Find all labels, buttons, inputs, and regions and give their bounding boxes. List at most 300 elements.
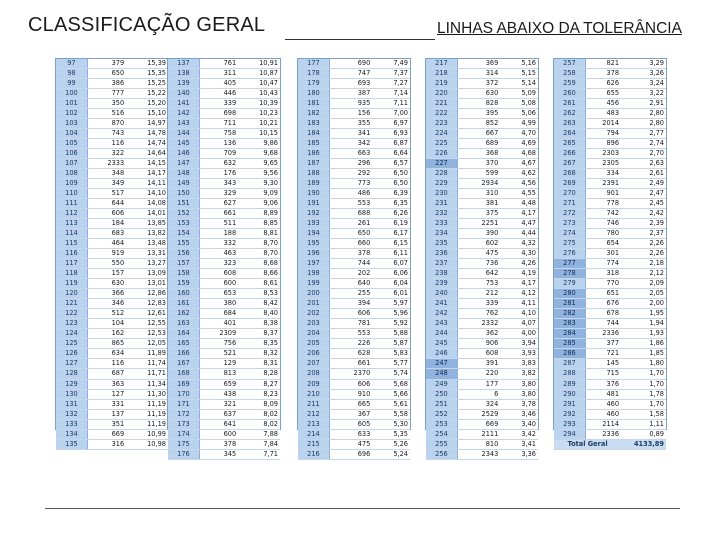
table-row (426, 159, 538, 169)
table-row (298, 299, 410, 309)
table-row (298, 159, 410, 169)
line-cell: 663 (329, 149, 372, 159)
table-row (168, 119, 280, 129)
line-cell: 379 (87, 59, 126, 69)
position-cell: 150 (168, 189, 199, 199)
table-row (168, 369, 280, 379)
table-row (298, 129, 410, 139)
position-cell: 114 (56, 229, 87, 239)
value-cell: 2,74 (621, 139, 666, 149)
table-row (426, 229, 538, 239)
position-cell: 162 (168, 309, 199, 319)
table-row (426, 69, 538, 79)
total-value: 4133,89 (621, 439, 666, 449)
line-cell: 323 (199, 259, 238, 269)
value-cell: 5,16 (500, 59, 538, 69)
value-cell: 8,85 (238, 219, 280, 229)
position-cell: 290 (554, 389, 585, 399)
line-cell: 661 (329, 359, 372, 369)
value-cell: 5,06 (500, 109, 538, 119)
value-cell: 1,95 (621, 309, 666, 319)
position-cell: 164 (168, 329, 199, 339)
position-cell: 106 (56, 149, 87, 159)
table-row (168, 169, 280, 179)
table-row (298, 449, 410, 459)
position-cell: 263 (554, 119, 585, 129)
table-row (426, 129, 538, 139)
line-cell: 2014 (585, 119, 621, 129)
line-cell: 626 (585, 79, 621, 89)
line-cell: 341 (329, 129, 372, 139)
table-row (56, 319, 168, 329)
line-cell: 391 (457, 359, 500, 369)
value-cell: 5,87 (372, 339, 410, 349)
position-cell: 245 (426, 339, 457, 349)
value-cell: 8,89 (238, 209, 280, 219)
value-cell: 10,47 (238, 79, 280, 89)
value-cell: 5,08 (500, 99, 538, 109)
position-cell: 179 (298, 79, 329, 89)
line-cell: 116 (87, 359, 126, 369)
value-cell: 4,99 (500, 119, 538, 129)
position-cell: 97 (56, 59, 87, 69)
table-row (56, 139, 168, 149)
position-cell: 98 (56, 69, 87, 79)
value-cell: 15,10 (126, 109, 168, 119)
line-cell: 742 (585, 209, 621, 219)
table-row (56, 199, 168, 209)
position-cell: 220 (426, 89, 457, 99)
position-cell: 240 (426, 289, 457, 299)
line-cell: 475 (329, 439, 372, 449)
table-row (298, 379, 410, 389)
position-cell: 140 (168, 89, 199, 99)
table-row (426, 169, 538, 179)
table-row (168, 99, 280, 109)
table-row (168, 349, 280, 359)
position-cell: 203 (298, 319, 329, 329)
table-row (554, 319, 666, 329)
position-cell: 235 (426, 239, 457, 249)
table-row (298, 99, 410, 109)
table-row (56, 359, 168, 369)
line-cell: 2333 (87, 159, 126, 169)
line-cell: 329 (199, 189, 238, 199)
value-cell: 7,14 (372, 89, 410, 99)
table-row (298, 359, 410, 369)
line-cell: 634 (87, 349, 126, 359)
position-cell: 165 (168, 339, 199, 349)
table-row (554, 339, 666, 349)
line-cell: 606 (87, 209, 126, 219)
table-row (426, 449, 538, 459)
line-cell: 349 (87, 179, 126, 189)
value-cell: 8,37 (238, 329, 280, 339)
table-row (426, 359, 538, 369)
position-cell: 293 (554, 419, 585, 429)
table-row (56, 299, 168, 309)
table-row (168, 139, 280, 149)
table-row (298, 419, 410, 429)
position-cell: 274 (554, 229, 585, 239)
position-cell: 233 (426, 219, 457, 229)
table-row (298, 199, 410, 209)
position-cell: 186 (298, 149, 329, 159)
line-cell: 641 (199, 419, 238, 429)
value-cell: 13,82 (126, 229, 168, 239)
table-row (298, 149, 410, 159)
line-cell: 655 (585, 89, 621, 99)
table-row (298, 279, 410, 289)
table-row (554, 369, 666, 379)
line-cell: 301 (585, 249, 621, 259)
line-cell: 438 (199, 389, 238, 399)
position-cell: 123 (56, 319, 87, 329)
position-cell: 216 (298, 449, 329, 459)
line-cell: 605 (329, 419, 372, 429)
value-cell: 1,93 (621, 329, 666, 339)
table-row (426, 249, 538, 259)
line-cell: 901 (585, 189, 621, 199)
position-cell: 113 (56, 219, 87, 229)
value-cell: 4,48 (500, 199, 538, 209)
line-cell: 2934 (457, 179, 500, 189)
value-cell: 4,56 (500, 179, 538, 189)
table-row (298, 119, 410, 129)
value-cell: 7,49 (372, 59, 410, 69)
table-row (554, 59, 666, 69)
position-cell: 104 (56, 129, 87, 139)
ranking-block-2 (167, 58, 281, 458)
value-cell: 2,70 (621, 149, 666, 159)
line-cell: 342 (329, 139, 372, 149)
table-row (56, 369, 168, 379)
position-cell: 264 (554, 129, 585, 139)
line-cell: 386 (87, 79, 126, 89)
line-cell: 659 (199, 379, 238, 389)
line-cell: 650 (329, 229, 372, 239)
line-cell: 517 (87, 189, 126, 199)
table-row (168, 59, 280, 69)
table-row (168, 359, 280, 369)
page-title: CLASSIFICAÇÃO GERAL (28, 14, 266, 36)
value-cell: 2,37 (621, 229, 666, 239)
value-cell: 14,10 (126, 189, 168, 199)
value-cell: 11,19 (126, 409, 168, 419)
position-cell: 206 (298, 349, 329, 359)
table-row (426, 119, 538, 129)
table-row (298, 339, 410, 349)
line-cell: 334 (585, 169, 621, 179)
value-cell: 11,19 (126, 419, 168, 429)
line-cell: 2309 (199, 329, 238, 339)
position-cell: 276 (554, 249, 585, 259)
table-row (168, 279, 280, 289)
value-cell: 6,97 (372, 119, 410, 129)
line-cell: 689 (457, 139, 500, 149)
table-row (168, 149, 280, 159)
line-cell: 321 (199, 399, 238, 409)
position-cell: 256 (426, 449, 457, 459)
table-row (554, 79, 666, 89)
table-row (298, 389, 410, 399)
value-cell: 15,39 (126, 59, 168, 69)
line-cell: 650 (87, 69, 126, 79)
table-row (554, 249, 666, 259)
line-cell: 865 (87, 339, 126, 349)
position-cell: 126 (56, 349, 87, 359)
line-cell: 331 (87, 399, 126, 409)
position-cell: 239 (426, 279, 457, 289)
position-cell: 273 (554, 219, 585, 229)
table-row (168, 239, 280, 249)
table-row (426, 239, 538, 249)
value-cell: 4,17 (500, 279, 538, 289)
position-cell: 207 (298, 359, 329, 369)
line-cell: 709 (199, 149, 238, 159)
value-cell: 5,96 (372, 309, 410, 319)
value-cell: 3,22 (621, 89, 666, 99)
position-cell: 210 (298, 389, 329, 399)
position-cell: 208 (298, 369, 329, 379)
position-cell: 229 (426, 179, 457, 189)
line-cell: 910 (329, 389, 372, 399)
table-row (554, 309, 666, 319)
line-cell: 378 (585, 69, 621, 79)
value-cell: 11,19 (126, 399, 168, 409)
ranking-table (554, 59, 666, 450)
value-cell: 6,87 (372, 139, 410, 149)
value-cell: 12,83 (126, 299, 168, 309)
position-cell: 270 (554, 189, 585, 199)
line-cell: 642 (457, 269, 500, 279)
position-cell: 283 (554, 319, 585, 329)
table-row (298, 269, 410, 279)
value-cell: 8,68 (238, 259, 280, 269)
value-cell: 3,94 (500, 339, 538, 349)
position-cell: 198 (298, 269, 329, 279)
table-row (426, 199, 538, 209)
line-cell: 378 (199, 439, 238, 449)
position-cell: 134 (56, 429, 87, 439)
table-row (554, 389, 666, 399)
value-cell: 8,70 (238, 249, 280, 259)
line-cell: 777 (87, 89, 126, 99)
value-cell: 14,11 (126, 179, 168, 189)
line-cell: 394 (329, 299, 372, 309)
value-cell: 3,40 (500, 419, 538, 429)
line-cell: 756 (199, 339, 238, 349)
value-cell: 14,78 (126, 129, 168, 139)
table-row (56, 79, 168, 89)
table-row (298, 309, 410, 319)
position-cell: 148 (168, 169, 199, 179)
line-cell: 600 (199, 279, 238, 289)
position-cell: 135 (56, 439, 87, 449)
table-row (56, 109, 168, 119)
line-cell: 464 (87, 239, 126, 249)
line-cell: 640 (329, 279, 372, 289)
line-cell: 627 (199, 199, 238, 209)
line-cell: 212 (457, 289, 500, 299)
value-cell: 4,62 (500, 169, 538, 179)
table-row (298, 89, 410, 99)
table-row (426, 269, 538, 279)
position-cell: 154 (168, 229, 199, 239)
line-cell: 828 (457, 99, 500, 109)
position-cell: 258 (554, 69, 585, 79)
line-cell: 372 (457, 79, 500, 89)
value-cell: 8,42 (238, 299, 280, 309)
value-cell: 2,63 (621, 159, 666, 169)
value-cell: 6,19 (372, 219, 410, 229)
table-row (168, 289, 280, 299)
value-cell: 6,17 (372, 229, 410, 239)
position-cell: 272 (554, 209, 585, 219)
position-cell: 218 (426, 69, 457, 79)
value-cell: 5,74 (372, 369, 410, 379)
position-cell: 242 (426, 309, 457, 319)
value-cell: 4,26 (500, 259, 538, 269)
table-row (298, 179, 410, 189)
value-cell: 4,47 (500, 219, 538, 229)
position-cell: 260 (554, 89, 585, 99)
position-cell: 221 (426, 99, 457, 109)
value-cell: 7,71 (238, 449, 280, 459)
value-cell: 7,88 (238, 429, 280, 439)
table-row (298, 429, 410, 439)
table-row (298, 169, 410, 179)
position-cell: 255 (426, 439, 457, 449)
line-cell: 698 (199, 109, 238, 119)
table-row (554, 419, 666, 429)
value-cell: 9,65 (238, 159, 280, 169)
position-cell: 253 (426, 419, 457, 429)
title-underline (285, 39, 435, 40)
line-cell: 2303 (585, 149, 621, 159)
line-cell: 324 (457, 399, 500, 409)
position-cell: 111 (56, 199, 87, 209)
table-row (298, 219, 410, 229)
position-cell: 184 (298, 129, 329, 139)
value-cell: 10,23 (238, 109, 280, 119)
value-cell: 3,41 (500, 439, 538, 449)
table-row (168, 339, 280, 349)
value-cell: 4,69 (500, 139, 538, 149)
value-cell: 5,24 (372, 449, 410, 459)
line-cell: 743 (87, 129, 126, 139)
position-cell: 121 (56, 299, 87, 309)
value-cell: 6,07 (372, 259, 410, 269)
table-row (56, 289, 168, 299)
value-cell: 8,31 (238, 359, 280, 369)
table-row (56, 249, 168, 259)
value-cell: 2,05 (621, 289, 666, 299)
table-row (168, 109, 280, 119)
line-cell: 606 (329, 379, 372, 389)
line-cell: 202 (329, 269, 372, 279)
position-cell: 214 (298, 429, 329, 439)
value-cell: 15,35 (126, 69, 168, 79)
position-cell: 292 (554, 409, 585, 419)
table-row (168, 429, 280, 439)
value-cell: 15,25 (126, 79, 168, 89)
table-row (298, 349, 410, 359)
value-cell: 10,98 (126, 439, 168, 449)
position-cell: 247 (426, 359, 457, 369)
line-cell: 761 (199, 59, 238, 69)
position-cell: 144 (168, 129, 199, 139)
table-row (56, 429, 168, 439)
position-cell: 185 (298, 139, 329, 149)
position-cell: 217 (426, 59, 457, 69)
value-cell: 7,37 (372, 69, 410, 79)
position-cell: 268 (554, 169, 585, 179)
line-cell: 127 (87, 389, 126, 399)
line-cell: 395 (457, 109, 500, 119)
value-cell: 4,12 (500, 289, 538, 299)
table-row (56, 209, 168, 219)
table-row (168, 299, 280, 309)
value-cell: 4,19 (500, 269, 538, 279)
value-cell: 12,53 (126, 329, 168, 339)
table-row (554, 349, 666, 359)
value-cell: 3,46 (500, 409, 538, 419)
line-cell: 599 (457, 169, 500, 179)
line-cell: 654 (585, 239, 621, 249)
position-cell: 294 (554, 429, 585, 439)
position-cell: 291 (554, 399, 585, 409)
value-cell: 5,61 (372, 399, 410, 409)
line-cell: 381 (457, 199, 500, 209)
table-row (168, 389, 280, 399)
value-cell: 6,93 (372, 129, 410, 139)
total-row (554, 439, 666, 449)
table-row (56, 59, 168, 69)
table-row (168, 319, 280, 329)
table-row (554, 239, 666, 249)
table-row (298, 289, 410, 299)
table-row (554, 99, 666, 109)
line-cell: 553 (329, 329, 372, 339)
line-cell: 770 (585, 279, 621, 289)
line-cell: 600 (199, 429, 238, 439)
value-cell: 2,39 (621, 219, 666, 229)
table-row (168, 219, 280, 229)
position-cell: 163 (168, 319, 199, 329)
line-cell: 366 (87, 289, 126, 299)
line-cell: 226 (329, 339, 372, 349)
position-cell: 234 (426, 229, 457, 239)
value-cell: 4,30 (500, 249, 538, 259)
value-cell: 12,05 (126, 339, 168, 349)
position-cell: 281 (554, 299, 585, 309)
table-row (426, 419, 538, 429)
position-cell: 101 (56, 99, 87, 109)
line-cell: 602 (457, 239, 500, 249)
position-cell: 159 (168, 279, 199, 289)
line-cell: 550 (87, 259, 126, 269)
line-cell: 184 (87, 219, 126, 229)
line-cell: 773 (329, 179, 372, 189)
position-cell: 130 (56, 389, 87, 399)
table-row (298, 409, 410, 419)
value-cell: 7,27 (372, 79, 410, 89)
value-cell: 6,06 (372, 269, 410, 279)
table-row (298, 329, 410, 339)
line-cell: 314 (457, 69, 500, 79)
table-row (554, 409, 666, 419)
